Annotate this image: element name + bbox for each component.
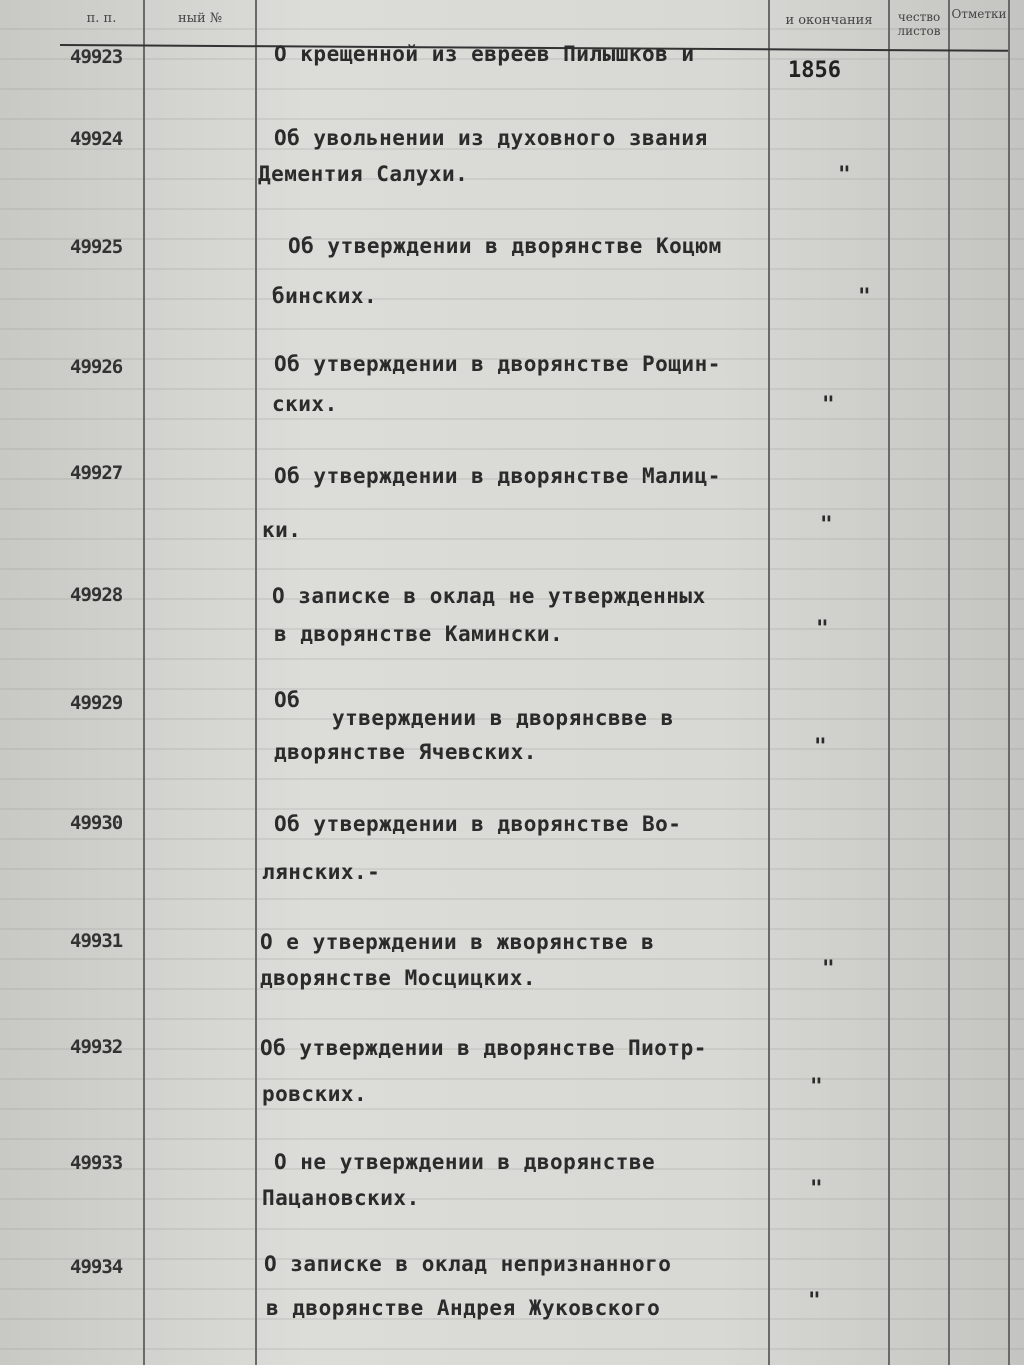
record-number: 49931 xyxy=(70,930,123,952)
column-rule xyxy=(255,0,257,1365)
record-number: 49930 xyxy=(70,812,123,834)
record-title-line: ки. xyxy=(262,518,302,542)
column-rule xyxy=(768,0,770,1365)
record-title-line: дворянстве Ячевских. xyxy=(274,740,537,764)
record-title-line: Дементия Салухи. xyxy=(258,162,469,186)
column-rule xyxy=(1008,0,1010,1365)
record-title-line: Об утверждении в дворянстве Малиц- xyxy=(274,464,721,488)
record-number: 49925 xyxy=(70,236,123,258)
record-title-line: Об утверждении в дворянстве Пиотр- xyxy=(260,1036,707,1060)
record-title-line: дворянстве Мосцицких. xyxy=(260,966,537,990)
record-number: 49933 xyxy=(70,1152,123,1174)
record-number: 49928 xyxy=(70,584,123,606)
record-title-line: Об утверждении в дворянстве Во- xyxy=(274,812,682,836)
header-dates: и окончания xyxy=(785,12,873,28)
record-title-line: Об xyxy=(274,688,301,712)
record-number: 49932 xyxy=(70,1036,123,1058)
record-number: 49934 xyxy=(70,1256,123,1278)
record-title-line: Пацановских. xyxy=(262,1186,420,1210)
record-title-line: ских. xyxy=(272,392,338,416)
record-number: 49923 xyxy=(70,46,123,68)
record-title-line: бинских. xyxy=(272,284,378,308)
record-title-line: в дворянстве Камински. xyxy=(274,622,564,646)
ditto-mark: " xyxy=(810,1176,823,1200)
record-number: 49926 xyxy=(70,356,123,378)
year-value: 1856 xyxy=(788,58,841,83)
ditto-mark: " xyxy=(838,162,851,186)
record-title-line: ровских. xyxy=(262,1082,368,1106)
record-title-line: О крещенной из евреев Пилышков и xyxy=(274,42,695,66)
record-title-line: Об утверждении в дворянстве Рощин- xyxy=(274,352,721,376)
record-number: 49929 xyxy=(70,692,123,714)
ditto-mark: " xyxy=(858,284,871,308)
ditto-mark: " xyxy=(808,1288,821,1312)
column-rule xyxy=(143,0,145,1365)
ditto-mark: " xyxy=(810,1074,823,1098)
column-rule xyxy=(888,0,890,1365)
record-title-line: в дворянстве Андрея Жуковского xyxy=(266,1296,661,1320)
ditto-mark: " xyxy=(816,616,829,640)
record-title-line: Об утверждении в дворянстве Коцюм xyxy=(288,234,722,258)
record-title-line: лянских.- xyxy=(262,860,381,884)
record-title-line: О записке в оклад не утвержденных xyxy=(272,584,706,608)
record-title-line: О е утверждении в жворянстве в xyxy=(260,930,655,954)
header-notes: Отметки xyxy=(951,7,1007,21)
header-number: п. п. xyxy=(86,10,117,26)
record-number: 49924 xyxy=(70,128,123,150)
record-number: 49927 xyxy=(70,462,123,484)
record-title-line: Об увольнении из духовного звания xyxy=(274,126,708,150)
column-rule xyxy=(948,0,950,1365)
record-title-line: утверждении в дворянсвве в xyxy=(332,706,674,730)
record-title-line: О записке в оклад непризнанного xyxy=(264,1252,672,1276)
header-archive-number: ный № xyxy=(177,10,223,26)
ditto-mark: " xyxy=(822,392,835,416)
record-title-line: О не утверждении в дворянстве xyxy=(274,1150,656,1174)
header-sheets: чество листов xyxy=(897,10,941,38)
ditto-mark: " xyxy=(814,734,827,758)
ditto-mark: " xyxy=(820,512,833,536)
ditto-mark: " xyxy=(822,956,835,980)
